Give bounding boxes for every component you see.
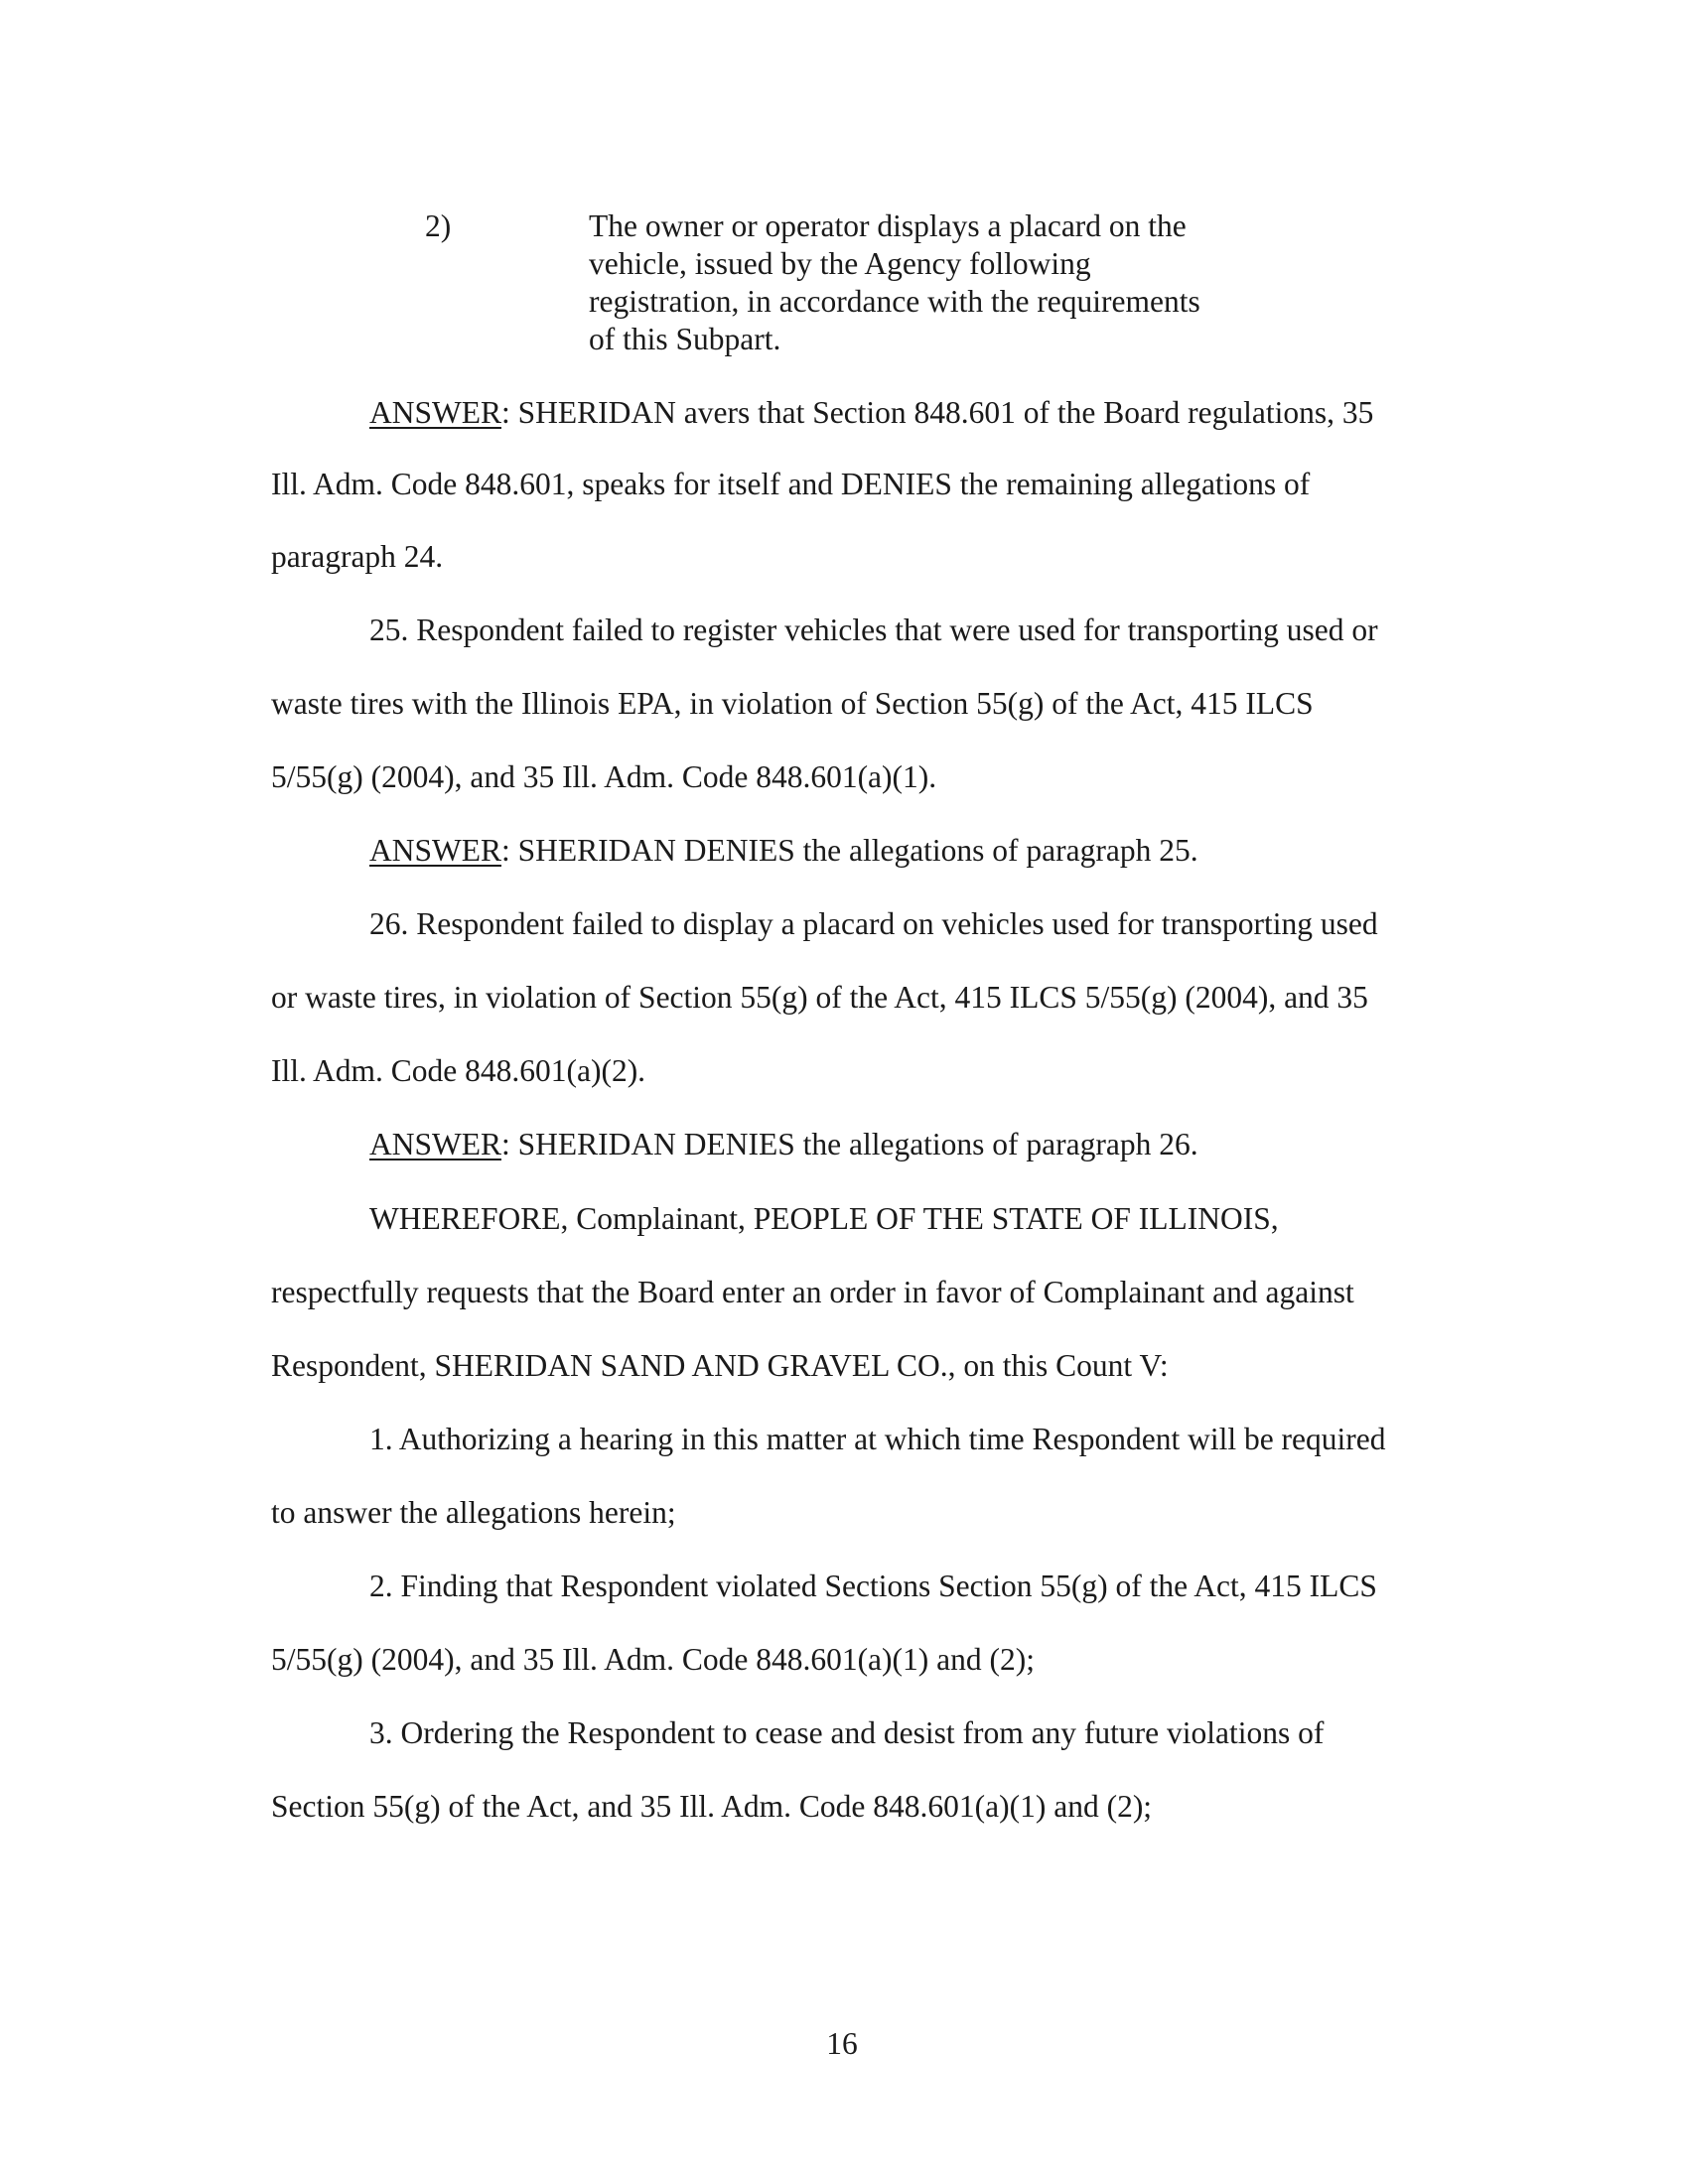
request-2-line: 2. Finding that Respondent violated Sections Section 55(g) of the Act, 415 ILCS bbox=[369, 1569, 1377, 1603]
quoted-item-text bbox=[589, 207, 1200, 358]
quoted-line: of this Subpart. bbox=[589, 322, 781, 356]
page-number: 16 bbox=[826, 2026, 858, 2061]
request-3-line: 3. Ordering the Respondent to cease and desist from any future violations of bbox=[369, 1715, 1325, 1750]
wherefore-line: Respondent, SHERIDAN SAND AND GRAVEL CO., on this Count V: bbox=[271, 1348, 1169, 1383]
answer-25-line bbox=[369, 832, 1198, 870]
answer-24-line: Ill. Adm. Code 848.601, speaks for itself and DENIES the remaining allegations of bbox=[271, 467, 1311, 501]
answer-25-text: : SHERIDAN DENIES the allegations of paragraph 25. bbox=[501, 833, 1198, 868]
answer-26-text: : SHERIDAN DENIES the allegations of paragraph 26. bbox=[501, 1127, 1198, 1161]
answer-label: ANSWER bbox=[369, 1127, 501, 1161]
answer-24-line bbox=[369, 394, 1373, 432]
answer-24-text: : SHERIDAN avers that Section 848.601 of the Board regulations, 35 bbox=[501, 395, 1374, 430]
quoted-item-number: 2) bbox=[425, 208, 452, 243]
paragraph-26-line: or waste tires, in violation of Section 55(g) of the Act, 415 ILCS 5/55(g) (2004), and 35 bbox=[271, 980, 1368, 1015]
wherefore-line: WHEREFORE, Complainant, PEOPLE OF THE STATE OF ILLINOIS, bbox=[369, 1201, 1279, 1236]
request-3-line: Section 55(g) of the Act, and 35 Ill. Adm. Code 848.601(a)(1) and (2); bbox=[271, 1789, 1153, 1824]
answer-24-line: paragraph 24. bbox=[271, 539, 444, 574]
quoted-line: registration, in accordance with the requirements bbox=[589, 284, 1200, 319]
paragraph-26-line: 26. Respondent failed to display a placard on vehicles used for transporting used bbox=[369, 906, 1378, 941]
quoted-line: vehicle, issued by the Agency following bbox=[589, 246, 1091, 281]
request-2-line: 5/55(g) (2004), and 35 Ill. Adm. Code 848.601(a)(1) and (2); bbox=[271, 1642, 1035, 1677]
answer-label: ANSWER bbox=[369, 833, 501, 868]
answer-label: ANSWER bbox=[369, 395, 501, 430]
quoted-line: The owner or operator displays a placard on the bbox=[589, 208, 1187, 243]
answer-26-line bbox=[369, 1126, 1198, 1163]
paragraph-25-line: waste tires with the Illinois EPA, in violation of Section 55(g) of the Act, 415 ILCS bbox=[271, 686, 1314, 721]
paragraph-25-line: 25. Respondent failed to register vehicles that were used for transporting used or bbox=[369, 613, 1378, 647]
wherefore-line: respectfully requests that the Board enter an order in favor of Complainant and against bbox=[271, 1275, 1354, 1309]
request-1-line: 1. Authorizing a hearing in this matter at which time Respondent will be required bbox=[369, 1422, 1386, 1456]
paragraph-26-line: Ill. Adm. Code 848.601(a)(2). bbox=[271, 1053, 646, 1088]
paragraph-25-line: 5/55(g) (2004), and 35 Ill. Adm. Code 848.601(a)(1). bbox=[271, 759, 937, 794]
request-1-line: to answer the allegations herein; bbox=[271, 1495, 676, 1530]
